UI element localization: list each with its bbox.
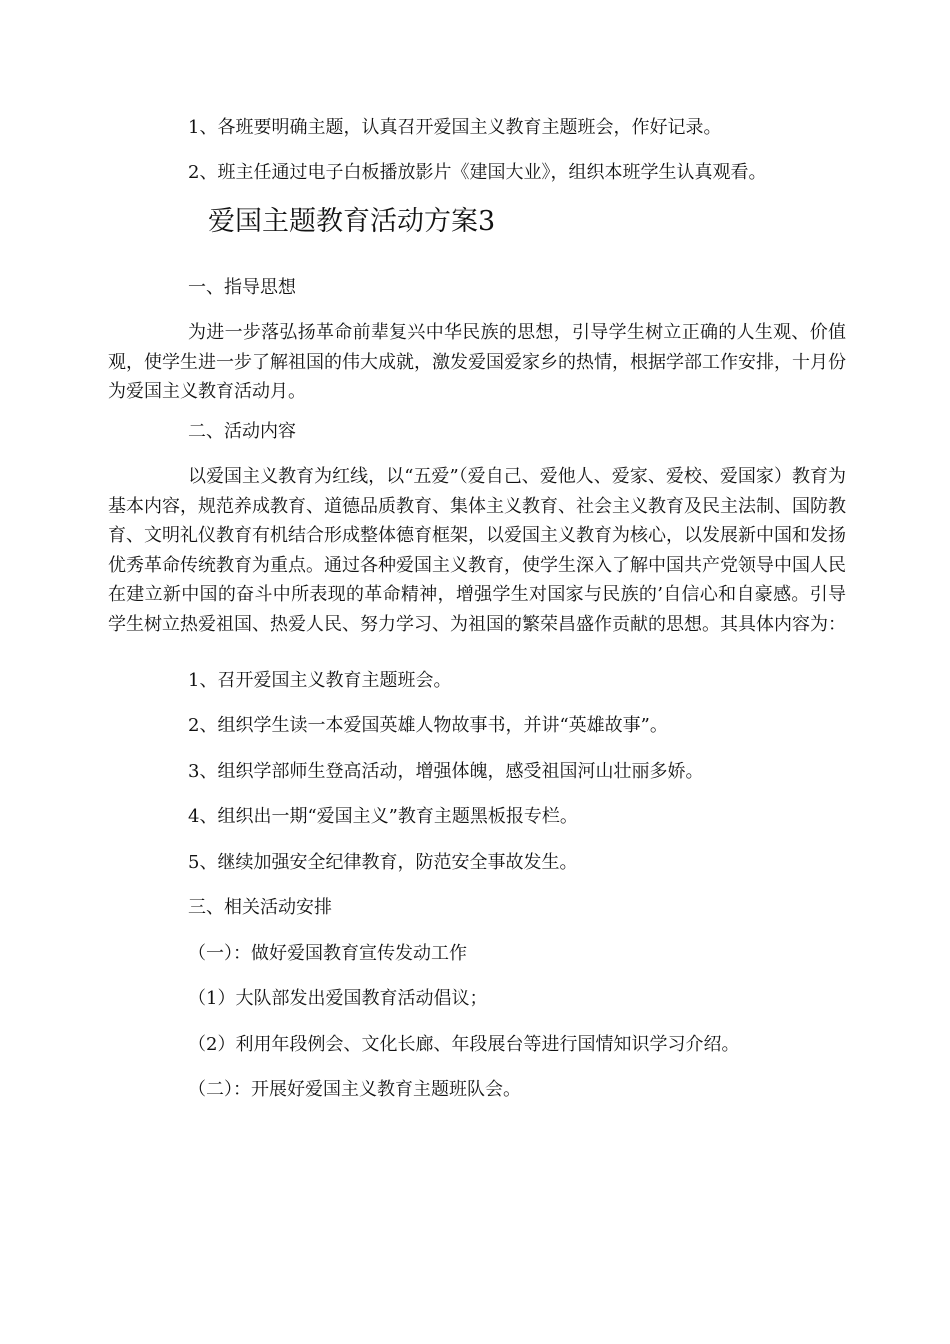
section-2-paragraph: 以爱国主义教育为红线，以“五爱”（爱自己、爱他人、爱家、爱校、爱国家）教育为基本内容，规范养成教育、道德品质教育、集体主义教育、社会主义教育及民主法制、国防教育、文明礼仪教育有机结合形成整体德育框架，以爱国主义教育为核心，以发展新中国和发扬优秀革命传统教育为重点。通过各种爱国主义教育，使学生深入了解中国共产党领导中国人民在建立新中国的奋斗中所表现的革命精神，增强学生对国家与民族的’自信心和自豪感。引导学生树立热爱祖国、热爱人民、努力学习、为祖国的繁荣昌盛作贡献的思想。其具体内容为： xyxy=(108,466,846,635)
section-2-item-2: 2、组织学生读一本爱国英雄人物故事书，并讲“英雄故事”。 xyxy=(188,715,668,736)
section-2-item-1: 1、召开爱国主义教育主题班会。 xyxy=(188,670,452,691)
section-3-sub-2: （二）：开展好爱国主义教育主题班队会。 xyxy=(188,1079,521,1100)
section-3-sub-1: （一）：做好爱国教育宣传发动工作 xyxy=(188,943,467,964)
section-2-heading: 二、活动内容 xyxy=(188,421,296,442)
section-2-item-5: 5、继续加强安全纪律教育，防范安全事故发生。 xyxy=(188,852,578,873)
document-title: 爱国主题教育活动方案3 xyxy=(208,206,496,237)
section-2-item-3: 3、组织学部师生登高活动，增强体魄，感受祖国河山壮丽多娇。 xyxy=(188,761,704,782)
section-3-sub-1-item-1: （1）大队部发出爱国教育活动倡议； xyxy=(188,988,488,1009)
section-1-heading: 一、指导思想 xyxy=(188,277,296,298)
top-item-2: 2、班主任通过电子白板播放影片《建国大业》，组织本班学生认真观看。 xyxy=(188,162,767,183)
section-1-paragraph: 为进一步落弘扬革命前辈复兴中华民族的思想，引导学生树立正确的人生观、价值观，使学生进一步了解祖国的伟大成就，激发爱国爱家乡的热情，根据学部工作安排，十月份为爱国主义教育活动月。 xyxy=(108,322,846,402)
section-2-item-4: 4、组织出一期“爱国主义”教育主题黑板报专栏。 xyxy=(188,806,578,827)
top-item-1: 1、各班要明确主题，认真召开爱国主义教育主题班会，作好记录。 xyxy=(188,117,722,138)
section-3-sub-1-item-2: （2）利用年段例会、文化长廊、年段展台等进行国情知识学习介绍。 xyxy=(188,1034,740,1055)
section-3-heading: 三、相关活动安排 xyxy=(188,897,332,918)
